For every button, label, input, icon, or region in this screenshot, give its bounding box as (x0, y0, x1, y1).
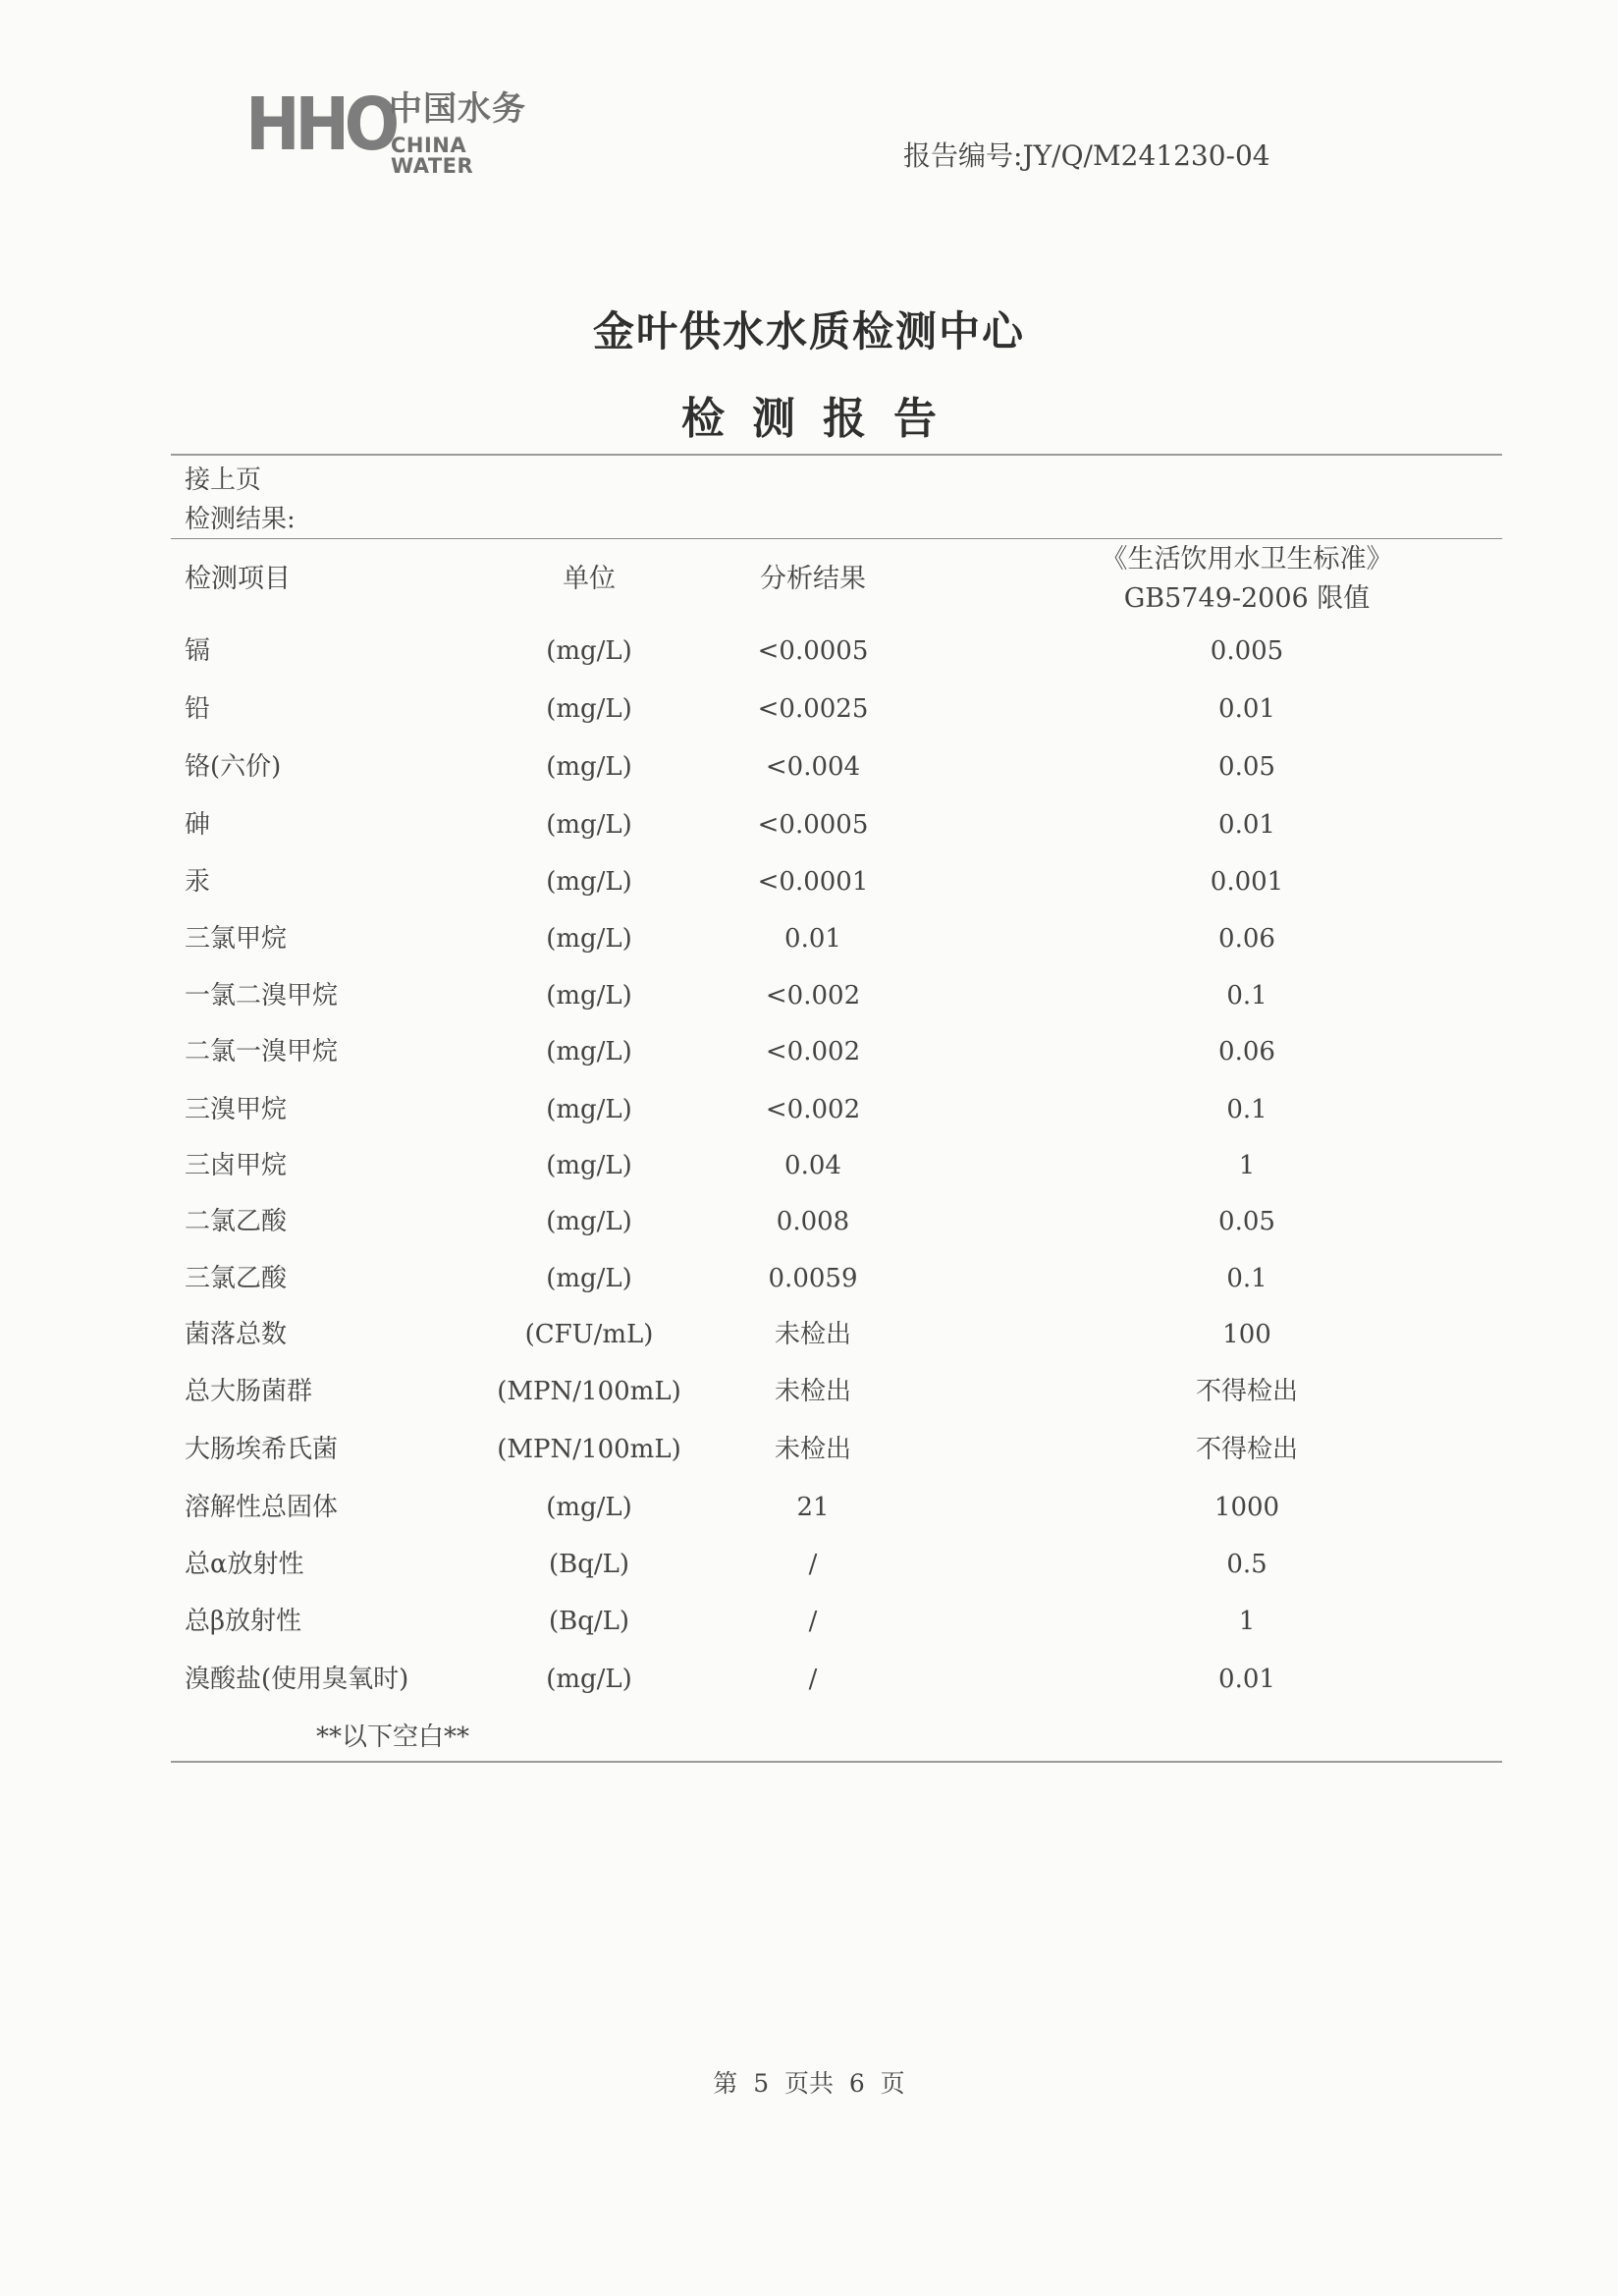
row-item: 菌落总数 (185, 1320, 288, 1349)
row-result-text: 0.0059 (768, 1264, 858, 1293)
header-standard-line2: GB5749-2006 限值 (1123, 583, 1371, 614)
row-limit-text: 0.01 (1218, 694, 1275, 724)
row-limit-text: 0.01 (1218, 1665, 1275, 1694)
row-limit-text: 0.001 (1210, 867, 1284, 897)
row-item: 大肠埃希氏菌 (185, 1435, 339, 1464)
row-result-text: 未检出 (774, 1435, 852, 1464)
row-limit-text: 不得检出 (1195, 1435, 1299, 1464)
row-result-text: <0.0001 (757, 867, 869, 897)
row-item: 总大肠菌群 (185, 1377, 313, 1406)
row-limit-text: 0.05 (1218, 1207, 1275, 1236)
row-result-text: <0.002 (765, 981, 861, 1011)
row-limit-text: 1 (1238, 1607, 1256, 1636)
row-result-text: 21 (796, 1493, 830, 1522)
row-result-text: <0.0005 (757, 636, 869, 666)
header-standard (1051, 540, 1443, 619)
bottom-rule (171, 1761, 1502, 1763)
header-unit-text: 单位 (563, 564, 616, 594)
row-unit-text: (mg/L) (546, 981, 632, 1011)
row-unit-text: (mg/L) (546, 1264, 632, 1293)
row-result-text: <0.004 (765, 752, 861, 782)
row-item: 二氯乙酸 (185, 1207, 288, 1236)
china-water-logo (245, 82, 540, 178)
row-unit-text: (mg/L) (546, 1095, 632, 1124)
row-result-text: 0.01 (784, 924, 841, 954)
row-unit-text: (mg/L) (546, 1151, 632, 1180)
row-unit-text: (Bq/L) (548, 1550, 630, 1579)
row-result-text: / (808, 1665, 818, 1694)
header-rule (171, 538, 1502, 539)
row-item: 二氯一溴甲烷 (185, 1037, 339, 1066)
row-limit-text: 0.1 (1226, 1264, 1267, 1293)
row-item: 溴酸盐(使用臭氧时) (185, 1665, 409, 1694)
row-result-text: 0.008 (776, 1207, 850, 1236)
row-unit-text: (mg/L) (546, 867, 632, 897)
row-item: 汞 (185, 867, 211, 897)
header-item: 检测项目 (185, 564, 291, 594)
row-limit-text: 100 (1222, 1320, 1271, 1349)
row-item: 三卤甲烷 (185, 1151, 288, 1180)
row-unit-text: (mg/L) (546, 1493, 632, 1522)
row-limit-text: 0.06 (1218, 1037, 1275, 1066)
blank-note: **以下空白** (316, 1722, 470, 1752)
row-item: 总α放射性 (185, 1550, 304, 1579)
row-item: 总β放射性 (185, 1607, 302, 1636)
row-item: 三溴甲烷 (185, 1095, 288, 1124)
row-item: 铬(六价) (185, 752, 282, 782)
row-result-text: / (808, 1550, 818, 1579)
row-unit-text: (CFU/mL) (524, 1320, 654, 1349)
row-item: 溶解性总固体 (185, 1493, 339, 1522)
logo-mark: HHO (245, 82, 395, 167)
page-footer: 第 5 页共 6 页 (713, 2069, 905, 2098)
report-number-label: 报告编号: (903, 139, 1023, 172)
row-limit-text: 0.01 (1218, 810, 1275, 840)
row-unit-text: (mg/L) (546, 1665, 632, 1694)
row-limit-text: 1 (1238, 1151, 1256, 1180)
header-standard-line1: 《生活饮用水卫生标准》 (1101, 544, 1393, 574)
row-limit-text: 1000 (1214, 1493, 1280, 1522)
report-title: 检测报告 (681, 394, 964, 444)
row-limit-text: 0.06 (1218, 924, 1275, 954)
row-limit-text: 0.5 (1226, 1550, 1267, 1579)
row-unit-text: (mg/L) (546, 1037, 632, 1066)
row-unit-text: (MPN/100mL) (497, 1377, 681, 1406)
row-result-text: 未检出 (774, 1377, 852, 1406)
logo-chinese-name: 中国水务 (389, 89, 526, 129)
row-result-text: 0.04 (784, 1151, 841, 1180)
row-result-text: <0.002 (765, 1037, 861, 1066)
header-result-text: 分析结果 (760, 564, 866, 594)
row-unit-text: (mg/L) (546, 636, 632, 666)
report-number-value: JY/Q/M241230-04 (1022, 139, 1270, 172)
row-unit-text: (Bq/L) (548, 1607, 630, 1636)
row-result-text: <0.0025 (757, 694, 869, 724)
row-item: 砷 (185, 810, 211, 840)
row-limit-text: 0.05 (1218, 752, 1275, 782)
row-limit-text: 0.005 (1210, 636, 1284, 666)
row-limit-text: 不得检出 (1195, 1377, 1299, 1406)
row-item: 镉 (185, 636, 211, 666)
organization-title: 金叶供水水质检测中心 (592, 307, 1025, 355)
report-number (903, 135, 1270, 174)
row-unit-text: (mg/L) (546, 810, 632, 840)
row-result-text: 未检出 (774, 1320, 852, 1349)
row-unit-text: (mg/L) (546, 752, 632, 782)
row-result-text: <0.002 (765, 1095, 861, 1124)
row-result-text: <0.0005 (757, 810, 869, 840)
row-item: 三氯乙酸 (185, 1264, 288, 1293)
row-unit-text: (mg/L) (546, 924, 632, 954)
row-limit-text: 0.1 (1226, 1095, 1267, 1124)
row-unit-text: (MPN/100mL) (497, 1435, 681, 1464)
row-item: 铅 (185, 694, 211, 724)
row-unit-text: (mg/L) (546, 1207, 632, 1236)
results-label: 检测结果: (185, 505, 296, 534)
row-unit-text: (mg/L) (546, 694, 632, 724)
top-rule (171, 454, 1502, 456)
row-item: 三氯甲烷 (185, 924, 288, 954)
row-limit-text: 0.1 (1226, 981, 1267, 1011)
logo-english-name: CHINA WATER (391, 134, 474, 178)
row-result-text: / (808, 1607, 818, 1636)
continued-note: 接上页 (185, 465, 262, 495)
row-item: 一氯二溴甲烷 (185, 981, 339, 1011)
